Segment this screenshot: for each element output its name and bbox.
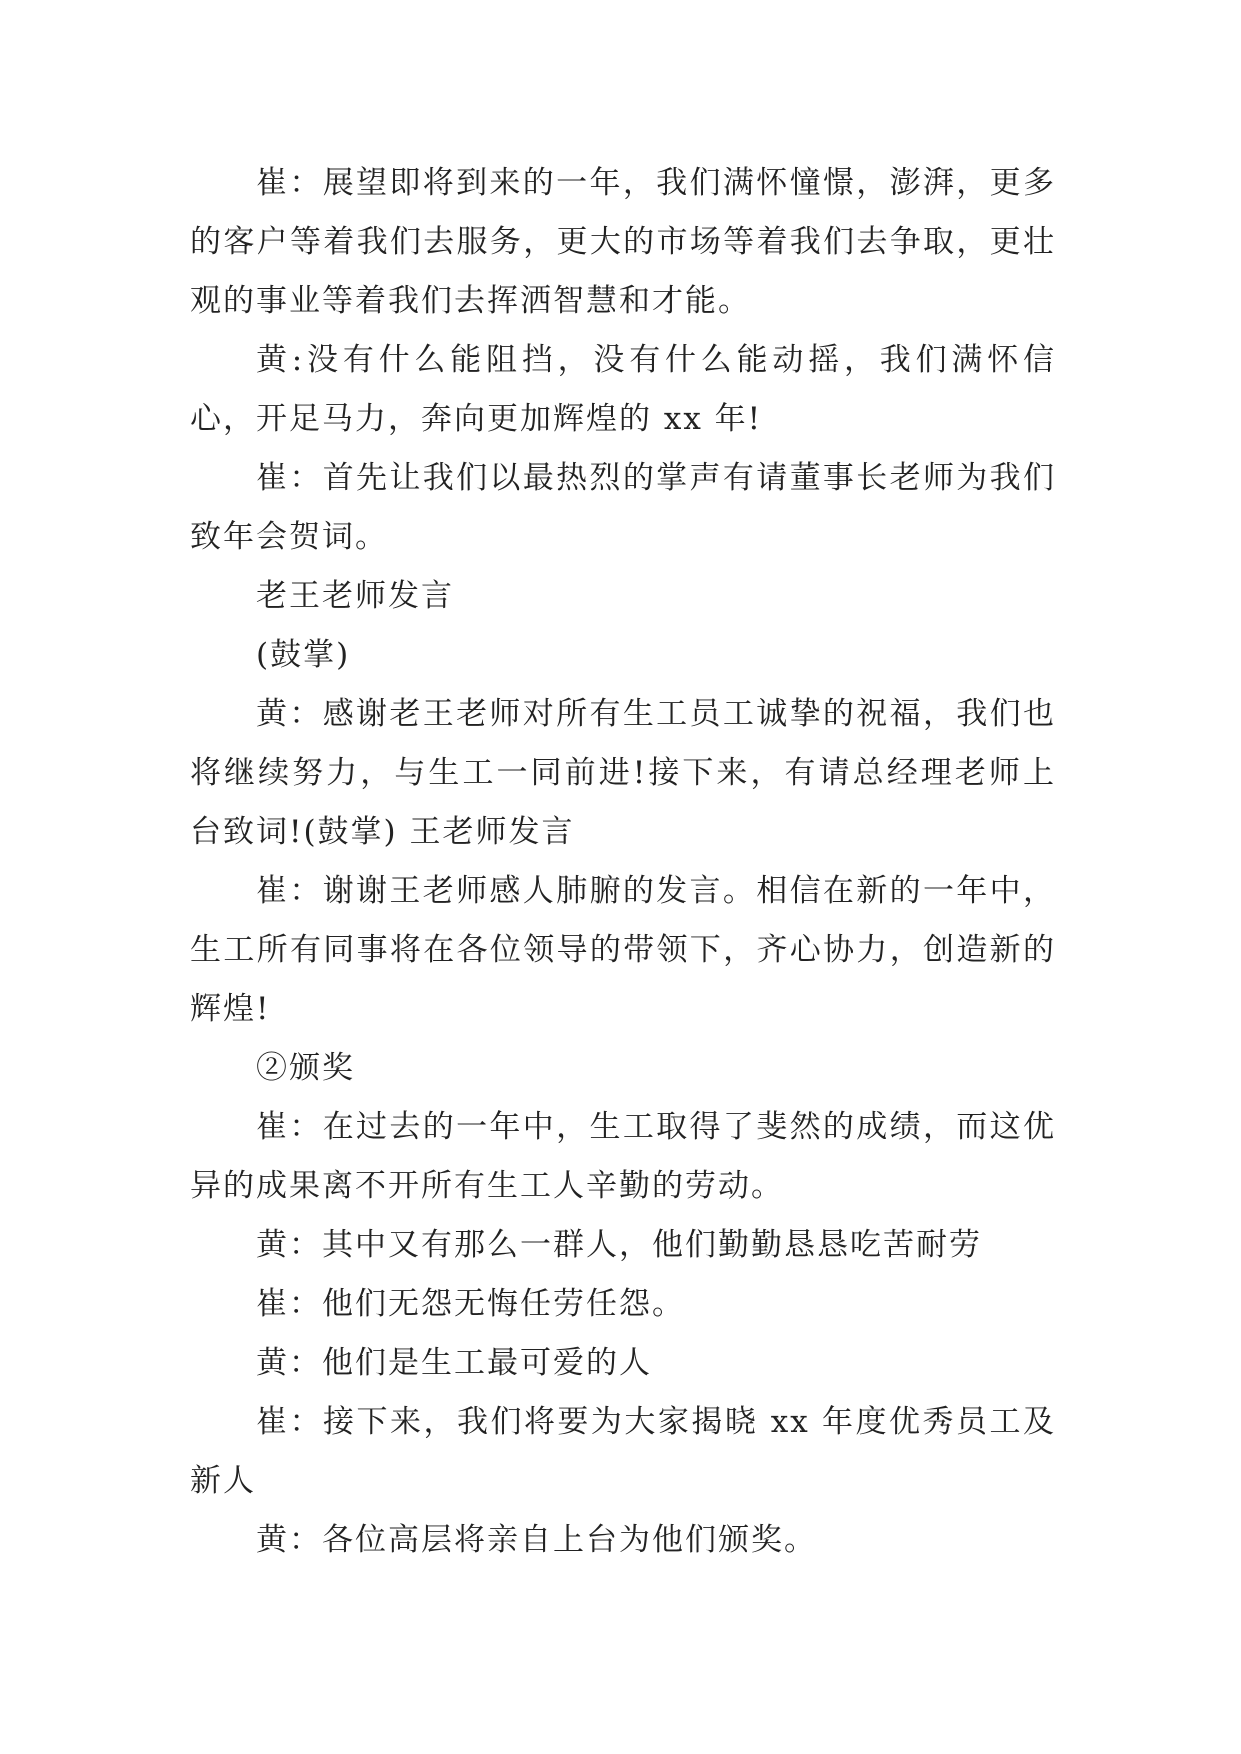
paragraph: 黄：其中又有那么一群人，他们勤勤恳恳吃苦耐劳 (256, 1227, 982, 1263)
section-heading: ②颁奖 (256, 1050, 355, 1086)
document-body (190, 154, 1056, 1570)
paragraph: 崔：谢谢王老师感人肺腑的发言。相信在新的一年中，生工所有同事将在各位领导的带领下，齐心协力，创造新的辉煌! (190, 873, 1056, 1027)
paragraph: (鼓掌) (256, 637, 351, 673)
paragraph: 黄：各位高层将亲自上台为他们颁奖。 (256, 1522, 817, 1558)
paragraph: 黄:没有什么能阻挡，没有什么能动摇，我们满怀信心，开足马力，奔向更加辉煌的 xx 年! (190, 342, 1056, 437)
paragraph: 崔：首先让我们以最热烈的掌声有请董事长老师为我们致年会贺词。 (190, 460, 1056, 555)
paragraph: 崔：在过去的一年中，生工取得了斐然的成绩，而这优异的成果离不开所有生工人辛勤的劳动。 (190, 1109, 1056, 1204)
paragraph: 崔：接下来，我们将要为大家揭晓 xx 年度优秀员工及新人 (190, 1404, 1056, 1499)
paragraph: 崔：他们无怨无悔任劳任怨。 (256, 1286, 685, 1322)
paragraph: 崔：展望即将到来的一年，我们满怀憧憬，澎湃，更多的客户等着我们去服务，更大的市场等着我们去争取，更壮观的事业等着我们去挥洒智慧和才能。 (190, 165, 1056, 319)
paragraph: 黄：他们是生工最可爱的人 (256, 1345, 652, 1381)
paragraph: 黄：感谢老王老师对所有生工员工诚挚的祝福，我们也将继续努力，与生工一同前进!接下来，有请总经理老师上台致词!(鼓掌) 王老师发言 (190, 696, 1056, 850)
paragraph: 老王老师发言 (256, 578, 454, 614)
